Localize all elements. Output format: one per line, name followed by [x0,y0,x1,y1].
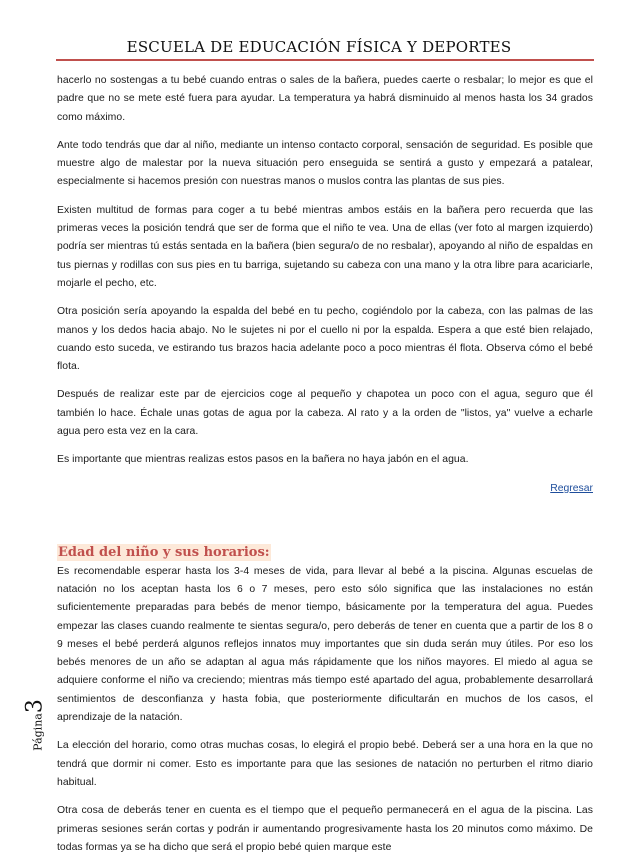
body-paragraph: hacerlo no sostengas a tu bebé cuando entras o sales de la bañera, puedes caerte o resbalar; lo mejor es que el padre que no se mete esté fuera para ayudar. La temperatura ya habrá disminuido al menos hasta los 34 grados como máximo. [57,75,593,123]
section-paragraph: Es recomendable esperar hasta los 3-4 meses de vida, para llevar al bebé a la piscina. Algunas escuelas de natación no los aceptan hasta los 6 o 7 meses, pero esto sólo significa que las instalaciones no están suficientemente preparadas para bebés de menor tiempo, básicamente por la temperatura del agua. Puedes empezar las clases cuando realmente te sientas segura/o, pero deberás de tener en cuenta que a partir de los 8 o 9 meses el bebé perderá algunos reflejos innatos muy importantes que sin duda serán muy útiles. Por eso los bebés menores de un año se adaptan al agua más rápidamente que los niños mayores. El miedo al agua se adquiere conforme el niño va creciendo; mientras más tiempo esté apartado del agua, probablemente desarrollará sentimientos de desconfianza y hasta fobia, que posteriormente dificultarán en muchos de los casos, el aprendizaje de la natación. [57,565,593,724]
page-number: 3 [22,699,48,714]
body-paragraph: Es importante que mientras realizas estos pasos en la bañera no haya jabón en el agua. [57,454,469,466]
section-heading: Edad del niño y sus horarios: [58,544,270,560]
back-link[interactable]: Regresar [550,482,593,494]
body-paragraph: Existen multitud de formas para coger a tu bebé mientras ambos estáis en la bañera pero recuerda que las primeras veces la posición tendrá que ser de forma que el niño te vea. Una de ellas (ver foto al margen izquierdo) podría ser mientras tú estás sentada en la bañera (bien segura/o de no resbalar), apoyando al niño de espaldas en tus piernas y rodillas con sus pies en tu barriga, sujetando su cabeza con una mano y la otra libre para acariciarle, mojarle el pecho, etc. [57,204,593,289]
page-number-label [22,690,48,760]
document-body [57,72,593,867]
section-paragraph: Otra cosa de deberás tener en cuenta es el tiempo que el pequeño permanecerá en el agua de la piscina. Las primeras sesiones serán cortas y podrán ir aumentando progresivamente hasta los 20 minutos como máximo. De todas formas ya se ha dicho que será el propio bebé quien marque este [57,805,593,853]
body-paragraph: Ante todo tendrás que dar al niño, mediante un intenso contacto corporal, sensación de seguridad. Es posible que muestre algo de malestar por la nueva situación pero enseguida se sentirá a gusto y empezará a patalear, especialmente si hacemos presión con nuestras manos o muslos contra las plantas de sus pies. [57,139,593,188]
section-paragraph: La elección del horario, como otras muchas cosas, lo elegirá el propio bebé. Deberá ser a una hora en la que no tendrá que dormir ni comer. Esto es importante para que las sesiones de natación no perturben el ritmo diario habitual. [57,740,593,788]
body-paragraph: Después de realizar este par de ejercicios coge al pequeño y chapotea un poco con el agua, seguro que él también lo hace. Échale unas gotas de agua por la cabeza. Al rato y a la orden de "listos, ya" vuelve a echarle agua pero esta vez en la cara. [57,389,593,438]
page-header-title: ESCUELA DE EDUCACIÓN FÍSICA Y DEPORTES [126,38,512,56]
page-word: Página [31,713,45,751]
back-link-row [57,480,593,498]
header-divider [56,59,594,61]
body-paragraph: Otra posición sería apoyando la espalda del bebé en tu pecho, cogiéndolo por la cabeza, con las palmas de las manos y los dedos hacia abajo. No le sujetes ni por el cuello ni por la espalda. Espera a que esté bien relajado, cuando esto suceda, ve estirando tus brazos hacia adelante poco a poco mientras él flota. Observa cómo el bebé flota. [57,306,593,373]
